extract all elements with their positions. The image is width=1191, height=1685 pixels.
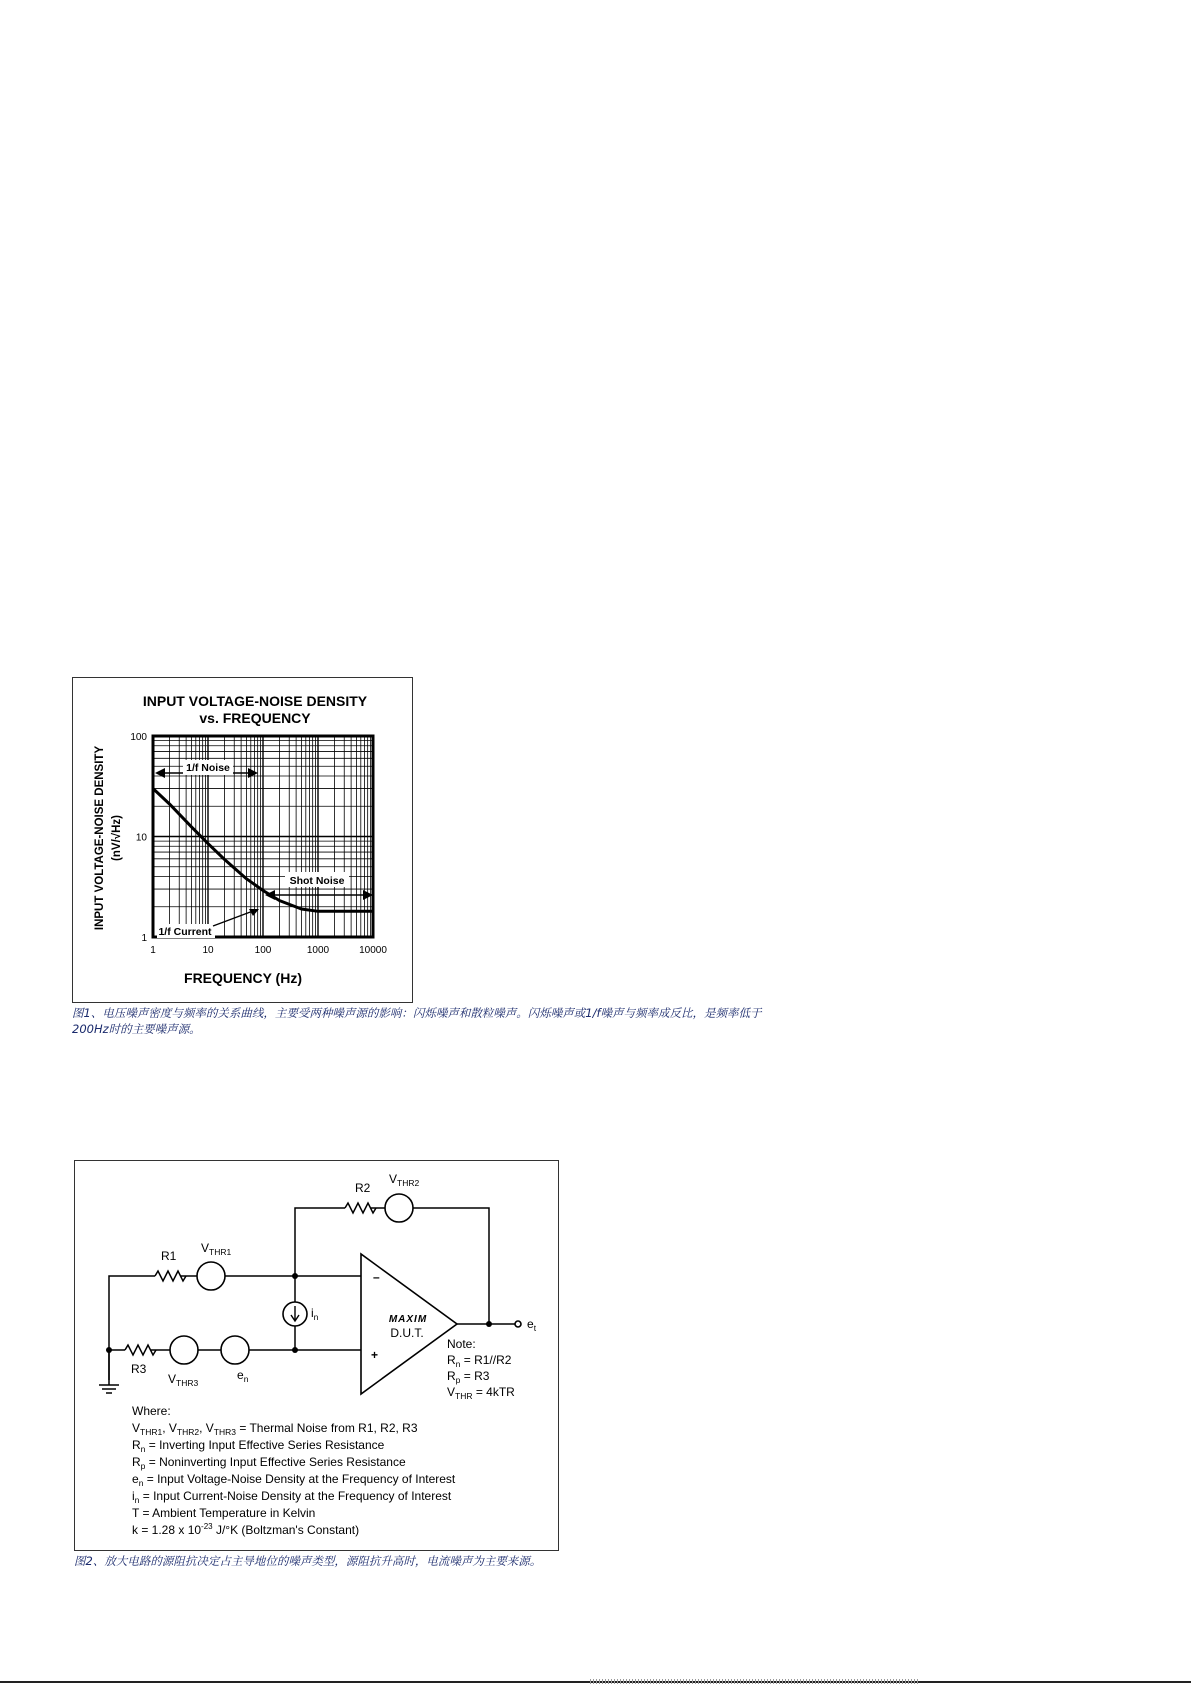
vthr3-source: [170, 1336, 198, 1364]
dut-label: D.U.T.: [390, 1326, 424, 1340]
shot-noise-label: Shot Noise: [289, 875, 345, 887]
y-axis-unit: (nV/√Hz): [111, 815, 123, 861]
flicker-current-label: 1/f Current: [158, 926, 212, 938]
page-bottom-hatch: [590, 1679, 920, 1684]
en-source: [221, 1336, 249, 1364]
x-tick-label: 100: [254, 945, 272, 956]
figure-1-caption: 图1、电压噪声密度与频率的关系曲线，主要受两种噪声源的影响：闪烁噪声和散粒噪声。闪烁噪声或1/f噪声与频率成反比，是频率低于200Hz时的主要噪声源。: [72, 1006, 762, 1036]
chart-ticks: [130, 732, 387, 956]
vthr3-label: $V_{THR3}$: [168, 1372, 199, 1388]
where-t: T = Ambient Temperature in Kelvin: [132, 1506, 316, 1520]
r3-label: R3: [131, 1362, 147, 1376]
figure-1-chart-panel: [72, 677, 413, 1003]
et-label: $e_t$: [527, 1317, 537, 1333]
where-thermal: $V_{THR1}$, $V_{THR2}$, $V_{THR3}$ = Thermal Noise from R1, R2, R3: [132, 1421, 418, 1437]
maxim-logo: MAXIM: [388, 1314, 428, 1325]
note-block: [447, 1337, 515, 1401]
where-k: k = 1.28 x $10^{-23}$ J/°K (Boltzman's Constant): [132, 1522, 360, 1537]
noise-density-chart: [73, 678, 412, 1002]
note-title: Note:: [447, 1337, 476, 1351]
note-rn: $R_n = R1//R2$: [447, 1353, 512, 1369]
chart-title-line2: vs. FREQUENCY: [199, 710, 311, 726]
output-terminal: [515, 1321, 521, 1327]
figure-2-caption: 图2、放大电路的源阻抗决定占主导地位的噪声类型，源阻抗升高时，电流噪声为主要来源。: [74, 1554, 542, 1568]
x-axis-label: FREQUENCY (Hz): [184, 970, 302, 986]
vthr1-source: [197, 1262, 225, 1290]
figure-2-circuit-panel: [74, 1160, 559, 1551]
vthr2-label: $V_{THR2}$: [389, 1172, 420, 1188]
current-arrow-icon: [291, 1306, 299, 1321]
where-rn: $R_n$ = Inverting Input Effective Series Resistance: [132, 1438, 385, 1454]
where-block: [132, 1404, 456, 1537]
where-title: Where:: [132, 1404, 171, 1418]
x-tick-label: 10000: [359, 945, 387, 956]
opamp-minus: –: [373, 1270, 380, 1284]
vthr1-label: $V_{THR1}$: [201, 1241, 232, 1257]
note-vthr: $V_{THR} = 4kTR$: [447, 1385, 515, 1401]
y-tick-label: 10: [135, 832, 147, 844]
where-in: $i_n$ = Input Current-Noise Density at the Frequency of Interest: [132, 1489, 452, 1505]
y-tick-label: 100: [130, 732, 147, 743]
flicker-noise-annotation: [155, 760, 258, 778]
y-axis-label: INPUT VOLTAGE-NOISE DENSITY: [94, 745, 106, 931]
flicker-noise-label: 1/f Noise: [186, 762, 230, 774]
chart-title-line1: INPUT VOLTAGE-NOISE DENSITY: [142, 693, 368, 709]
x-tick-label: 1000: [306, 945, 330, 956]
noise-circuit-diagram: [75, 1161, 558, 1550]
where-en: $e_n$ = Input Voltage-Noise Density at the Frequency of Interest: [132, 1472, 456, 1488]
where-rp: $R_p$ = Noninverting Input Effective Series Resistance: [132, 1455, 406, 1471]
note-rp: $R_p = R3$: [447, 1369, 490, 1385]
x-tick-label: 1: [150, 945, 156, 956]
en-label: $e_n$: [237, 1368, 249, 1384]
r1-label: R1: [161, 1249, 177, 1263]
opamp-plus: +: [371, 1348, 379, 1362]
y-tick-label: 1: [141, 933, 147, 944]
vthr2-source: [385, 1194, 413, 1222]
x-tick-label: 10: [202, 945, 214, 956]
r2-label: R2: [355, 1181, 371, 1195]
in-label: $i_n$: [311, 1306, 319, 1322]
